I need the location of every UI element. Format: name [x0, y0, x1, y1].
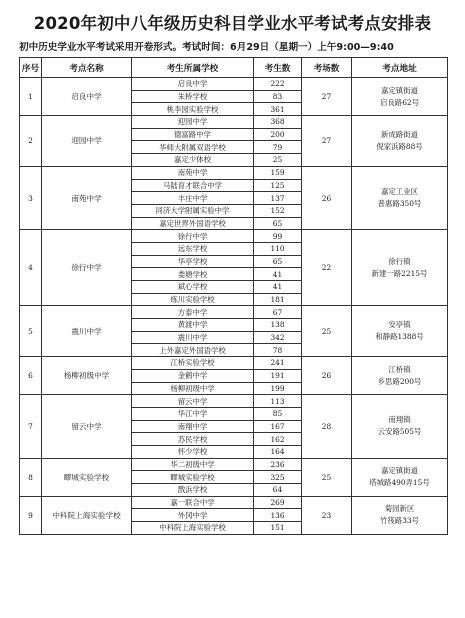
school-name: 留云中学 — [132, 395, 254, 408]
school-name: 娄塘学校 — [132, 268, 254, 281]
school-name: 丰庄中学 — [132, 192, 254, 205]
table-body — [20, 78, 448, 535]
site-number: 6 — [20, 357, 42, 395]
site-address — [352, 357, 448, 395]
school-name: 徐行中学 — [132, 230, 254, 243]
site-name: 疁城实验学校 — [42, 458, 132, 496]
school-name: 远东学校 — [132, 242, 254, 255]
student-count: 167 — [254, 420, 302, 433]
address-line: 新建一路2215号 — [371, 268, 428, 278]
site-number: 7 — [20, 395, 42, 458]
site-name: 杨柳初级中学 — [42, 357, 132, 395]
school-name: 疁城实验学校 — [132, 471, 254, 484]
header-site-name: 考点名称 — [42, 58, 132, 78]
student-count: 78 — [254, 344, 302, 357]
school-name: 黄渡中学 — [132, 319, 254, 332]
site-name: 震川中学 — [42, 306, 132, 357]
table-row — [20, 357, 448, 370]
table-row — [20, 166, 448, 179]
address-line: 徐行镇 — [388, 256, 411, 266]
student-count: 164 — [254, 445, 302, 458]
school-name: 华江中学 — [132, 407, 254, 420]
student-count: 152 — [254, 204, 302, 217]
student-count: 191 — [254, 369, 302, 382]
table-header-row — [20, 58, 448, 78]
site-number: 2 — [20, 116, 42, 167]
student-count: 138 — [254, 319, 302, 332]
address-line: 乡思路200号 — [377, 376, 422, 386]
student-count: 65 — [254, 217, 302, 230]
table-row — [20, 458, 448, 471]
school-name: 江桥实验学校 — [132, 357, 254, 370]
header-room-count: 考场数 — [302, 58, 352, 78]
school-name: 戬浜学校 — [132, 484, 254, 497]
school-name: 怀少学校 — [132, 445, 254, 458]
room-count: 27 — [302, 78, 352, 116]
room-count: 26 — [302, 166, 352, 229]
student-count: 151 — [254, 522, 302, 535]
school-name: 中科院上海实验学校 — [132, 522, 254, 535]
page-title: 2020年初中八年级历史科目学业水平考试考点安排表 — [33, 14, 432, 33]
school-name: 南翔中学 — [132, 420, 254, 433]
student-count: 67 — [254, 306, 302, 319]
room-count: 23 — [302, 496, 352, 534]
school-name: 南苑中学 — [132, 166, 254, 179]
student-count: 269 — [254, 496, 302, 509]
student-count: 65 — [254, 255, 302, 268]
student-count: 83 — [254, 90, 302, 103]
student-count: 159 — [254, 166, 302, 179]
site-address — [352, 116, 448, 167]
school-name: 华亭学校 — [132, 255, 254, 268]
student-count: 64 — [254, 484, 302, 497]
student-count: 85 — [254, 407, 302, 420]
school-name: 方泰中学 — [132, 306, 254, 319]
school-name: 马陆育才联合中学 — [132, 179, 254, 192]
site-address — [352, 496, 448, 534]
room-count: 26 — [302, 357, 352, 395]
room-count: 28 — [302, 395, 352, 458]
student-count: 325 — [254, 471, 302, 484]
student-count: 136 — [254, 509, 302, 522]
address-line: 嘉定工业区 — [381, 187, 418, 197]
student-count: 342 — [254, 331, 302, 344]
school-name: 杨柳初级中学 — [132, 382, 254, 395]
student-count: 125 — [254, 179, 302, 192]
student-count: 241 — [254, 357, 302, 370]
address-line: 竹筏路33号 — [380, 516, 419, 526]
school-name: 外冈中学 — [132, 509, 254, 522]
site-address — [352, 306, 448, 357]
room-count: 22 — [302, 230, 352, 306]
address-line: 嘉定镇街道 — [381, 85, 418, 95]
school-name: 迎园中学 — [132, 116, 254, 129]
site-name: 徐行中学 — [42, 230, 132, 306]
site-number: 5 — [20, 306, 42, 357]
table-row — [20, 395, 448, 408]
address-line: 江桥镇 — [388, 364, 411, 374]
address-line: 启良路62号 — [380, 97, 419, 107]
student-count: 99 — [254, 230, 302, 243]
school-name: 德富路中学 — [132, 128, 254, 141]
student-count: 368 — [254, 116, 302, 129]
school-name: 桃李园实验学校 — [132, 103, 254, 116]
student-count: 222 — [254, 78, 302, 91]
site-number: 3 — [20, 166, 42, 229]
address-line: 南翔镇 — [388, 415, 411, 425]
site-name: 留云中学 — [42, 395, 132, 458]
site-address — [352, 458, 448, 496]
site-address — [352, 230, 448, 306]
table-row — [20, 496, 448, 509]
header-student-count: 考生数 — [254, 58, 302, 78]
student-count: 113 — [254, 395, 302, 408]
student-count: 25 — [254, 154, 302, 167]
school-name: 华师大附属双语学校 — [132, 141, 254, 154]
student-count: 41 — [254, 281, 302, 294]
site-number: 9 — [20, 496, 42, 534]
header-no: 序号 — [20, 58, 42, 78]
student-count: 110 — [254, 242, 302, 255]
site-number: 1 — [20, 78, 42, 116]
room-count: 27 — [302, 116, 352, 167]
school-name: 金鹤中学 — [132, 369, 254, 382]
site-name: 迎园中学 — [42, 116, 132, 167]
site-address — [352, 395, 448, 458]
site-address — [352, 78, 448, 116]
student-count: 199 — [254, 382, 302, 395]
student-count: 181 — [254, 293, 302, 306]
address-line: 和静路1388号 — [375, 332, 424, 342]
student-count: 162 — [254, 433, 302, 446]
school-name: 启良中学 — [132, 78, 254, 91]
site-name: 中科院上海实验学校 — [42, 496, 132, 534]
room-count: 25 — [302, 306, 352, 357]
site-number: 4 — [20, 230, 42, 306]
student-count: 79 — [254, 141, 302, 154]
address-line: 塔城路490弄15号 — [369, 478, 430, 488]
site-name: 启良中学 — [42, 78, 132, 116]
school-name: 苏民学校 — [132, 433, 254, 446]
school-name: 朱桥学校 — [132, 90, 254, 103]
table-row — [20, 78, 448, 91]
school-name: 斌心学校 — [132, 281, 254, 294]
site-address — [352, 166, 448, 229]
address-line: 安亭镇 — [388, 320, 411, 330]
header-address: 考点地址 — [352, 58, 448, 78]
exam-notice: 初中历史学业水平考试采用开卷形式。考试时间：6月29日（星期一）上午9:00—9:40 — [19, 42, 394, 53]
student-count: 41 — [254, 268, 302, 281]
site-name: 南苑中学 — [42, 166, 132, 229]
site-number: 8 — [20, 458, 42, 496]
school-name: 嘉定世界外国语学校 — [132, 217, 254, 230]
school-name: 同济大学附属实验中学 — [132, 204, 254, 217]
address-line: 菊园新区 — [384, 504, 415, 514]
student-count: 361 — [254, 103, 302, 116]
school-name: 练川实验学校 — [132, 293, 254, 306]
address-line: 新成路街道 — [381, 129, 418, 139]
address-line: 嘉定镇街道 — [381, 466, 418, 476]
table-row — [20, 306, 448, 319]
school-name: 华二初级中学 — [132, 458, 254, 471]
table-row — [20, 230, 448, 243]
student-count: 236 — [254, 458, 302, 471]
address-line: 云安路505号 — [377, 427, 422, 437]
table-row — [20, 116, 448, 129]
room-count: 25 — [302, 458, 352, 496]
student-count: 137 — [254, 192, 302, 205]
school-name: 嘉一联合中学 — [132, 496, 254, 509]
address-line: 普惠路350号 — [377, 199, 422, 209]
exam-site-table — [19, 57, 448, 535]
student-count: 200 — [254, 128, 302, 141]
school-name: 上外嘉定外国语学校 — [132, 344, 254, 357]
address-line: 倪家浜路88号 — [376, 141, 423, 151]
school-name: 嘉定少体校 — [132, 154, 254, 167]
header-school: 考生所属学校 — [132, 58, 254, 78]
school-name: 震川中学 — [132, 331, 254, 344]
